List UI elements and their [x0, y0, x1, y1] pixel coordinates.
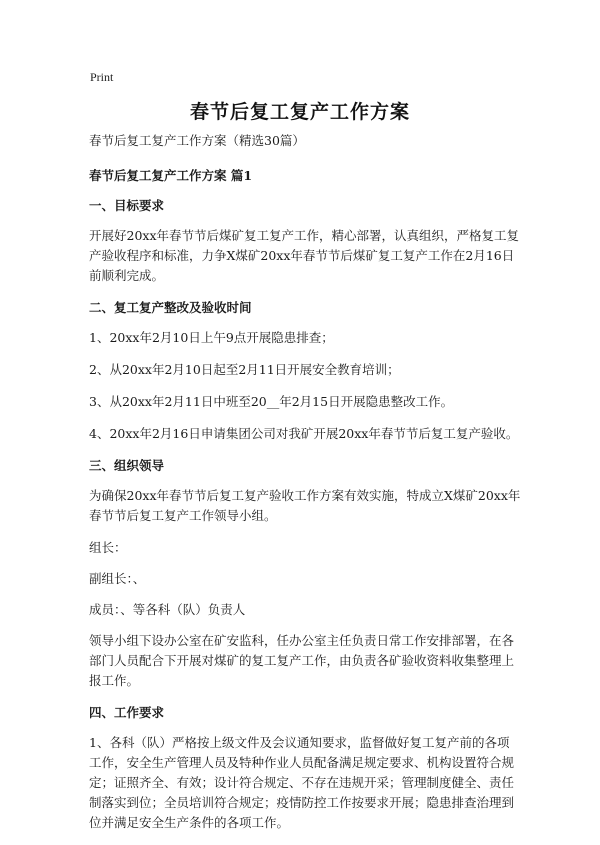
members-line: 成员：、等各科（队）负责人 [89, 602, 246, 617]
schedule-item-1: 1、20xx年2月10日上午9点开展隐患排查； [89, 330, 334, 345]
vice-leader-line: 副组长：、 [89, 571, 146, 586]
document-body [89, 131, 521, 845]
heading-schedule: 二、复工复产整改及验收时间 [89, 300, 252, 315]
paragraph-leadership: 为确保20xx年春节节后复工复产验收工作方案有效实施，特成立X煤矿20xx年春节节后复工复产工作领导小组。 [89, 488, 521, 523]
paragraph-requirements: 1、各科（队）严格按上级文件及会议通知要求，监督做好复工复产前的各项工作，安全生产管理人员及特种作业人员配备满足规定要求、机构设置符合规定；证照齐全、有效；设计符合规定、不存在违规开采；管理制度健全、责任制落实到位；全员培训符合规定；疫情防控工作按要求开展；隐患排查治理到位并满足安全生产条件的各项工作。 [89, 735, 515, 830]
document-title: 春节后复工复产工作方案 [189, 101, 410, 123]
schedule-item-4: 4、20xx年2月16日申请集团公司对我矿开展20xx年春节节后复工复产验收。 [89, 426, 519, 441]
leader-line: 组长： [89, 540, 127, 555]
print-label: Print [90, 70, 114, 84]
schedule-item-2: 2、从20xx年2月10日起至2月11日开展安全教育培训； [89, 362, 400, 377]
document-subtitle: 春节后复工复产工作方案（精选30篇） [89, 133, 305, 148]
heading-goals: 一、目标要求 [89, 198, 165, 213]
schedule-item-3: 3、从20xx年2月11日中班至20__年2月15日开展隐患整改工作。 [89, 394, 454, 409]
heading-requirements: 四、工作要求 [89, 705, 165, 720]
section-title: 春节后复工复产工作方案 篇1 [89, 168, 253, 183]
heading-leadership: 三、组织领导 [89, 458, 165, 473]
paragraph-goals: 开展好20xx年春节节后煤矿复工复产工作，精心部署，认真组织，严格复工复产验收程序和标准，力争X煤矿20xx年春节节后煤矿复工复产工作在2月16日前顺利完成。 [89, 228, 520, 283]
paragraph-office: 领导小组下设办公室在矿安监科，任办公室主任负责日常工作安排部署，在各部门人员配合下开展对煤矿的复工复产工作，由负责各矿验收资料收集整理上报工作。 [89, 633, 515, 688]
